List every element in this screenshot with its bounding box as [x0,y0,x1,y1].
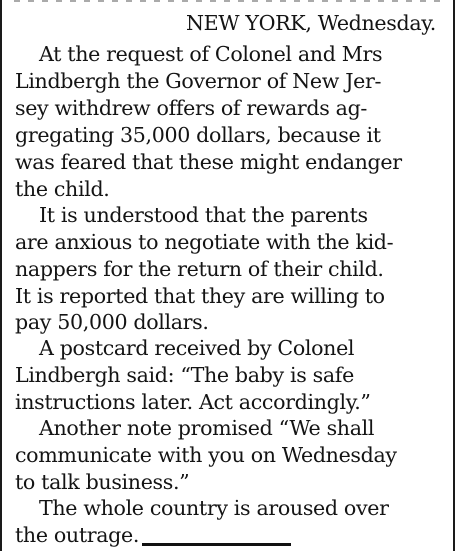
closing-rule [142,543,291,546]
top-edge-remnant [14,0,441,2]
paragraph-3-line-1: A postcard received by Colonel [39,336,355,360]
paragraph-3-line-3: instructions later. Act accordingly.” [15,390,371,414]
paragraph-2-line-1: It is understood that the parents [39,203,368,227]
paragraph-5-line-2: the outrage. [15,523,140,547]
paragraph-1-line-2: Lindbergh the Governor of New Jer- [15,69,382,93]
paragraph-1-line-1: At the request of Colonel and Mrs [39,42,383,66]
paragraph-1-line-4: gregating 35,000 dollars, because it [15,123,381,147]
paragraph-5-line-1: The whole country is aroused over [39,496,389,520]
paragraph-2-line-5: pay 50,000 dollars. [15,310,209,334]
paragraph-4-line-1: Another note promised “We shall [39,416,375,440]
paragraph-2-line-4: It is reported that they are willing to [15,284,385,308]
paragraph-2-line-3: nappers for the return of their child. [15,257,384,281]
paragraph-1-line-5: was feared that these might endanger [15,150,402,174]
paragraph-4-line-3: to talk business.” [15,470,190,494]
paragraph-3-line-2: Lindbergh said: “The baby is safe [15,363,354,387]
paragraph-1-line-3: sey withdrew offers of rewards ag- [15,96,368,120]
paragraph-1-line-6: the child. [15,177,110,201]
dateline: NEW YORK, Wednesday. [185,11,436,35]
paragraph-4-line-2: communicate with you on Wednesday [15,443,397,467]
paragraph-2-line-2: are anxious to negotiate with the kid- [15,230,394,254]
